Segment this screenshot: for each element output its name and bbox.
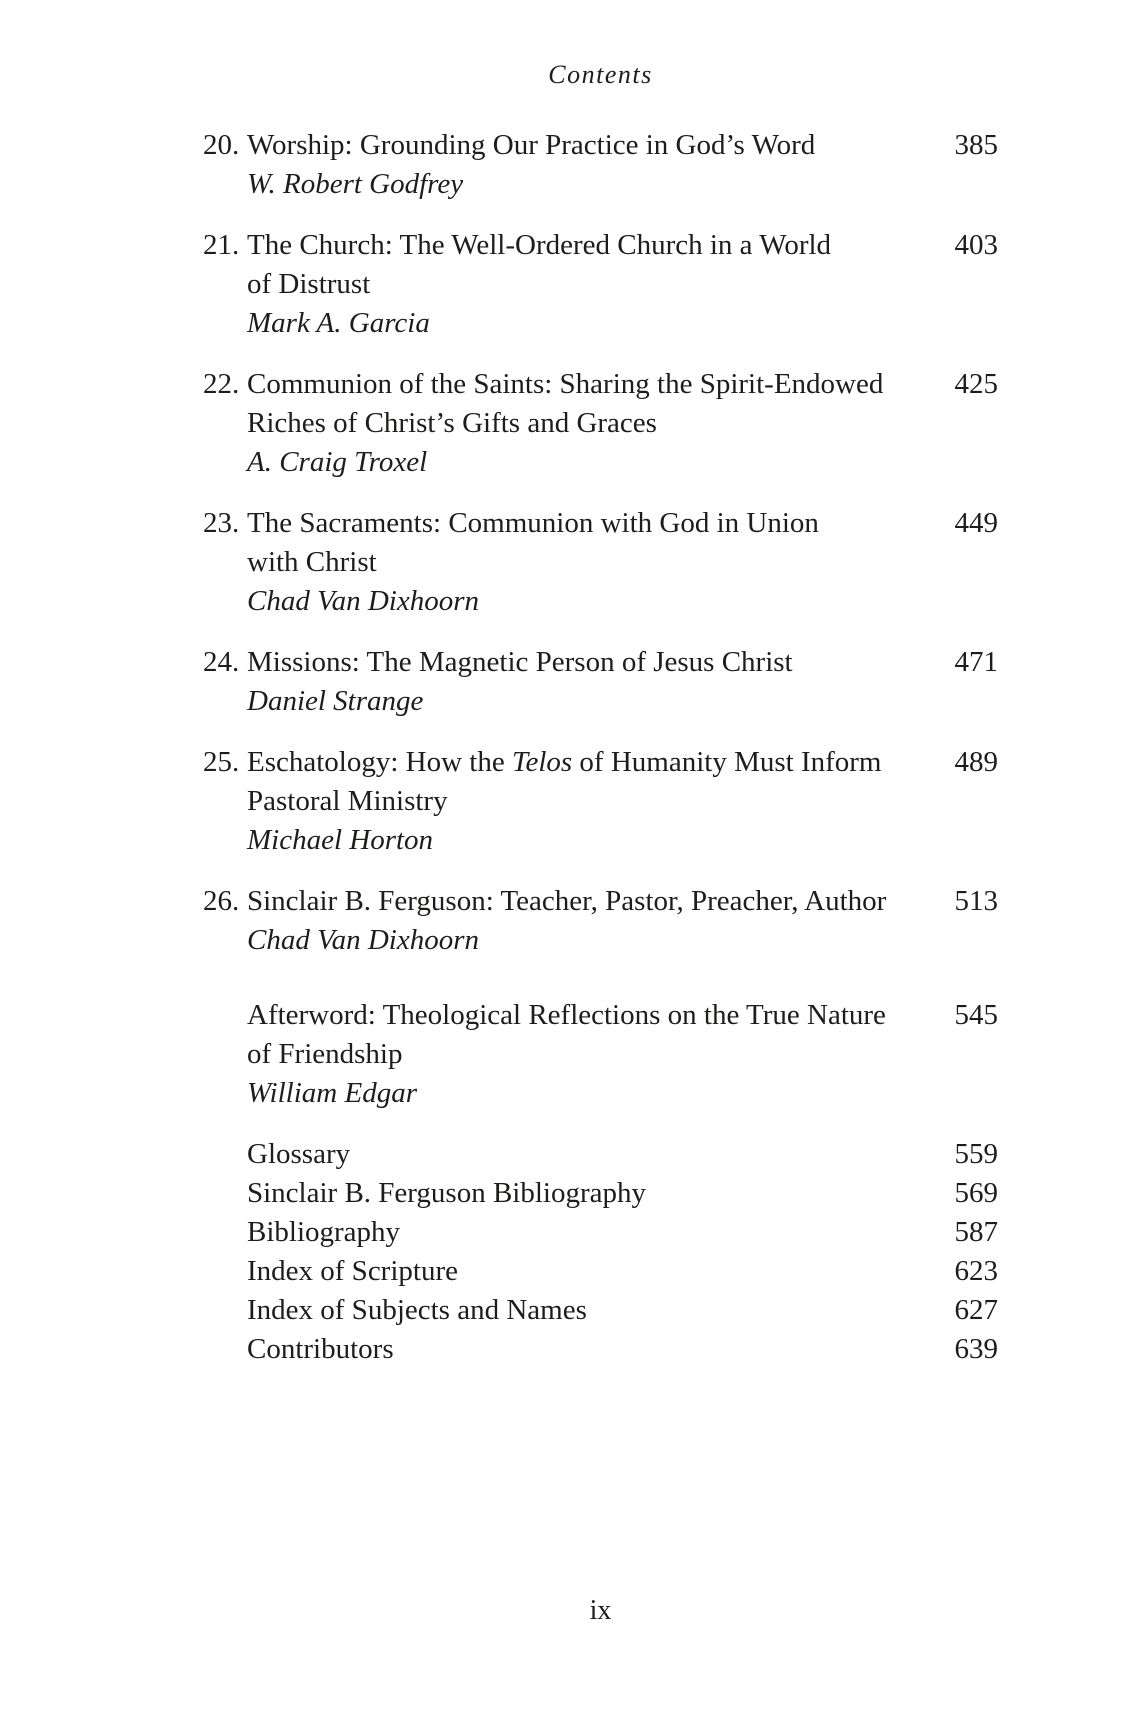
chapter-number: 26. [203, 885, 240, 917]
back-matter-item [203, 1213, 998, 1252]
entry-title-line [247, 743, 938, 782]
entry-page-number: 489 [954, 746, 998, 778]
entry-body [247, 996, 938, 1113]
entry-title-line [247, 1035, 938, 1074]
chapter-number: 21. [203, 229, 240, 261]
title-segment: of Distrust [247, 268, 371, 300]
toc-entry [203, 882, 998, 960]
title-segment: Riches of Christ’s Gifts and Graces [247, 407, 657, 439]
title-segment: Missions: The Magnetic Person of Jesus Christ [247, 646, 793, 678]
back-matter-label: Index of Scripture [247, 1255, 458, 1287]
entry-author: William Edgar [247, 1077, 417, 1109]
entry-author: A. Craig Troxel [247, 446, 428, 478]
entry-page-number: 449 [954, 507, 998, 539]
entry-author: Chad Van Dixhoorn [247, 585, 479, 617]
entry-page-number: 403 [954, 229, 998, 261]
back-matter-item [203, 1291, 998, 1330]
toc-entry [203, 126, 998, 204]
title-segment: of Humanity Must Inform [572, 746, 882, 778]
entry-title-line [247, 643, 938, 682]
title-segment: The Church: The Well-Ordered Church in a World [247, 229, 832, 261]
toc-entry [203, 996, 998, 1113]
page-heading: Contents [548, 60, 653, 89]
entry-body [247, 643, 938, 721]
chapter-number: 23. [203, 507, 240, 539]
back-matter-page-number: 639 [954, 1333, 998, 1365]
title-segment: Pastoral Ministry [247, 785, 448, 817]
entry-body [247, 504, 938, 621]
entry-title-line [247, 226, 938, 265]
back-matter-page-number: 627 [954, 1294, 998, 1326]
entry-body [247, 882, 938, 960]
title-segment: Afterword: Theological Reflections on the True Nature [247, 999, 886, 1031]
entry-author: W. Robert Godfrey [247, 168, 464, 200]
toc-entry [203, 365, 998, 482]
entry-title-line [247, 882, 938, 921]
entry-title-line [247, 265, 938, 304]
entry-title-line [247, 365, 938, 404]
entry-title-line [247, 404, 938, 443]
back-matter-label: Index of Subjects and Names [247, 1294, 587, 1326]
back-matter-page-number: 569 [954, 1177, 998, 1209]
entry-title-line [247, 782, 938, 821]
entry-author: Michael Horton [247, 824, 434, 856]
toc-entry [203, 743, 998, 860]
entry-author: Mark A. Garcia [247, 307, 430, 339]
entry-body [247, 365, 938, 482]
chapter-number: 20. [203, 129, 240, 161]
entry-title-line [247, 996, 938, 1035]
chapter-number: 25. [203, 746, 240, 778]
entry-title-line [247, 504, 938, 543]
toc-entry [203, 504, 998, 621]
entry-title-line [247, 126, 938, 165]
title-italic-segment: Telos [511, 746, 573, 778]
toc-entry [203, 643, 998, 721]
title-segment: Worship: Grounding Our Practice in God’s Word [247, 129, 816, 161]
table-of-contents [203, 126, 998, 1369]
back-matter-page-number: 559 [954, 1138, 998, 1170]
entry-page-number: 425 [954, 368, 998, 400]
back-matter-label: Bibliography [247, 1216, 401, 1248]
back-matter-item [203, 1330, 998, 1369]
entry-body [247, 743, 938, 860]
back-matter-label: Glossary [247, 1138, 351, 1170]
entry-page-number: 545 [954, 999, 998, 1031]
back-matter-label: Contributors [247, 1333, 394, 1365]
back-matter-item [203, 1135, 998, 1174]
back-matter-item [203, 1174, 998, 1213]
entry-author: Daniel Strange [247, 685, 424, 717]
folio-page-number: ix [589, 1595, 612, 1626]
title-segment: Sinclair B. Ferguson: Teacher, Pastor, Preacher, Author [247, 885, 887, 917]
toc-entry [203, 226, 998, 343]
entry-title-line [247, 543, 938, 582]
chapter-number: 24. [203, 646, 240, 678]
entry-body [247, 126, 938, 204]
chapter-number: 22. [203, 368, 240, 400]
entry-page-number: 471 [954, 646, 998, 678]
title-segment: Communion of the Saints: Sharing the Spirit-Endowed [247, 368, 884, 400]
entry-author: Chad Van Dixhoorn [247, 924, 479, 956]
title-segment: with Christ [247, 546, 377, 578]
entry-page-number: 385 [954, 129, 998, 161]
title-segment: of Friendship [247, 1038, 403, 1070]
title-segment: Eschatology: How the [247, 746, 512, 778]
back-matter-item [203, 1252, 998, 1291]
back-matter-page-number: 623 [954, 1255, 998, 1287]
entry-page-number: 513 [954, 885, 998, 917]
entry-body [247, 226, 938, 343]
title-segment: The Sacraments: Communion with God in Union [247, 507, 819, 539]
back-matter-label: Sinclair B. Ferguson Bibliography [247, 1177, 647, 1209]
back-matter-list [203, 1135, 998, 1369]
back-matter-page-number: 587 [954, 1216, 998, 1248]
